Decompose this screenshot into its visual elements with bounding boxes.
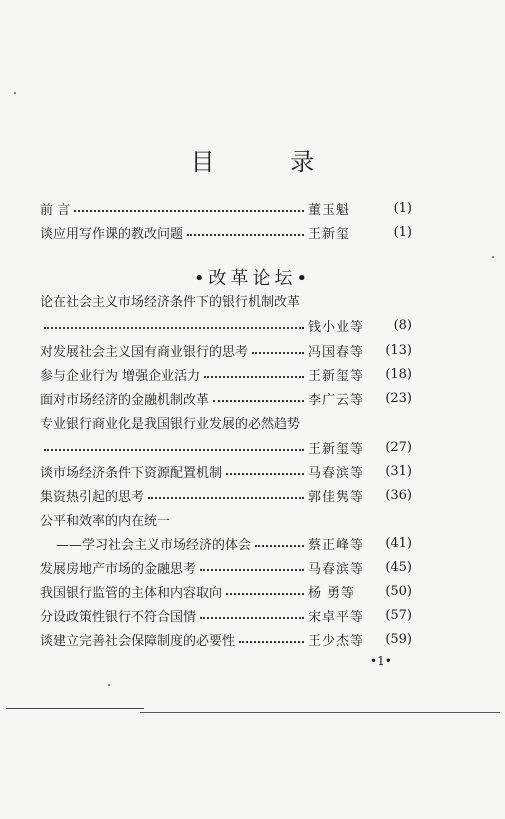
toc-entry bbox=[40, 461, 412, 481]
entry-page: (8) bbox=[393, 317, 412, 333]
toc-entry bbox=[40, 605, 412, 625]
entry-page: (36) bbox=[385, 487, 412, 503]
entry-page: (59) bbox=[385, 631, 412, 647]
toc-entry bbox=[40, 388, 412, 408]
toc-entry-line: 专业银行商业化是我国银行业发展的必然趋势 bbox=[40, 416, 301, 432]
dot-leader bbox=[252, 352, 304, 354]
page-title: 目 录 bbox=[190, 148, 349, 176]
entry-author: 王新玺等 bbox=[308, 441, 365, 457]
entry-page: (27) bbox=[385, 439, 412, 455]
dot-leader bbox=[44, 449, 304, 451]
entry-author: 王新玺 bbox=[308, 226, 351, 242]
entry-page: (57) bbox=[385, 607, 412, 623]
dot-leader bbox=[187, 234, 304, 236]
entry-page: (18) bbox=[385, 366, 412, 382]
dot-leader bbox=[239, 641, 304, 643]
entry-title: 参与企业行为 增强企业活力 bbox=[40, 368, 201, 384]
scan-edge-line bbox=[140, 712, 500, 713]
entry-title: 我国银行监管的主体和内容取向 bbox=[40, 585, 223, 601]
dot-leader bbox=[200, 617, 304, 619]
dot-leader bbox=[148, 497, 304, 499]
dot-leader bbox=[200, 569, 304, 571]
entry-author: 董玉魁 bbox=[308, 202, 351, 218]
entry-author: 钱小业等 bbox=[308, 319, 365, 335]
toc-entry-line: 公平和效率的内在统一 bbox=[40, 513, 171, 529]
dot-leader bbox=[255, 545, 304, 547]
dot-leader bbox=[44, 327, 304, 329]
dot-leader bbox=[226, 593, 304, 595]
entry-title: 谈应用写作课的教改问题 bbox=[40, 226, 184, 242]
entry-page: (1) bbox=[393, 224, 412, 240]
dot-leader bbox=[204, 376, 304, 378]
entry-author: 宋卓平等 bbox=[308, 609, 365, 625]
entry-title: ——学习社会主义市场经济的体会 bbox=[56, 537, 252, 553]
entry-title: 发展房地产市场的金融思考 bbox=[40, 561, 197, 577]
toc-entry bbox=[40, 437, 412, 457]
toc-entry bbox=[40, 581, 412, 601]
entry-author: 冯国春等 bbox=[308, 344, 365, 360]
entry-title: 前 言 bbox=[40, 202, 71, 218]
entry-author: 杨 勇等 bbox=[308, 585, 356, 601]
entry-page: (13) bbox=[385, 342, 412, 358]
entry-author: 李广云等 bbox=[308, 392, 365, 408]
entry-page: (41) bbox=[385, 535, 412, 551]
dot-leader bbox=[213, 400, 304, 402]
entry-author: 王新玺等 bbox=[308, 368, 365, 384]
entry-author: 王少杰等 bbox=[308, 633, 365, 649]
scan-speck bbox=[108, 684, 110, 686]
page-number: •1• bbox=[370, 654, 392, 668]
entry-author: 郭佳隽等 bbox=[308, 489, 365, 505]
entry-page: (23) bbox=[385, 390, 412, 406]
toc-entry bbox=[40, 485, 412, 505]
entry-title: 谈市场经济条件下资源配置机制 bbox=[40, 465, 223, 481]
entry-author: 马春滨等 bbox=[308, 465, 365, 481]
entry-title: 对发展社会主义国有商业银行的思考 bbox=[40, 344, 249, 360]
dot-leader bbox=[74, 210, 304, 212]
entry-page: (45) bbox=[385, 559, 412, 575]
toc-entry bbox=[40, 557, 412, 577]
scan-speck bbox=[14, 92, 16, 94]
entry-author: 蔡正峰等 bbox=[308, 537, 365, 553]
entry-page: (50) bbox=[385, 583, 412, 599]
section-heading: •改革论坛• bbox=[193, 268, 312, 289]
toc-entry bbox=[40, 315, 412, 335]
toc-entry bbox=[40, 340, 412, 360]
entry-page: (31) bbox=[385, 463, 412, 479]
toc-entry bbox=[40, 222, 412, 242]
scan-speck bbox=[492, 256, 494, 258]
entry-title: 集资热引起的思考 bbox=[40, 489, 145, 505]
toc-entry bbox=[56, 533, 412, 553]
dot-leader bbox=[226, 473, 304, 475]
entry-page: (1) bbox=[393, 200, 412, 216]
toc-entry-line: 论在社会主义市场经济条件下的银行机制改革 bbox=[40, 294, 301, 310]
toc-entry bbox=[40, 364, 412, 384]
toc-entry bbox=[40, 198, 412, 218]
entry-title: 面对市场经济的金融机制改革 bbox=[40, 392, 210, 408]
toc-entry bbox=[40, 629, 412, 649]
entry-title: 分设政策性银行不符合国情 bbox=[40, 609, 197, 625]
scan-edge-line bbox=[6, 708, 144, 709]
entry-author: 马春滨等 bbox=[308, 561, 365, 577]
entry-title: 谈建立完善社会保障制度的必要性 bbox=[40, 633, 236, 649]
